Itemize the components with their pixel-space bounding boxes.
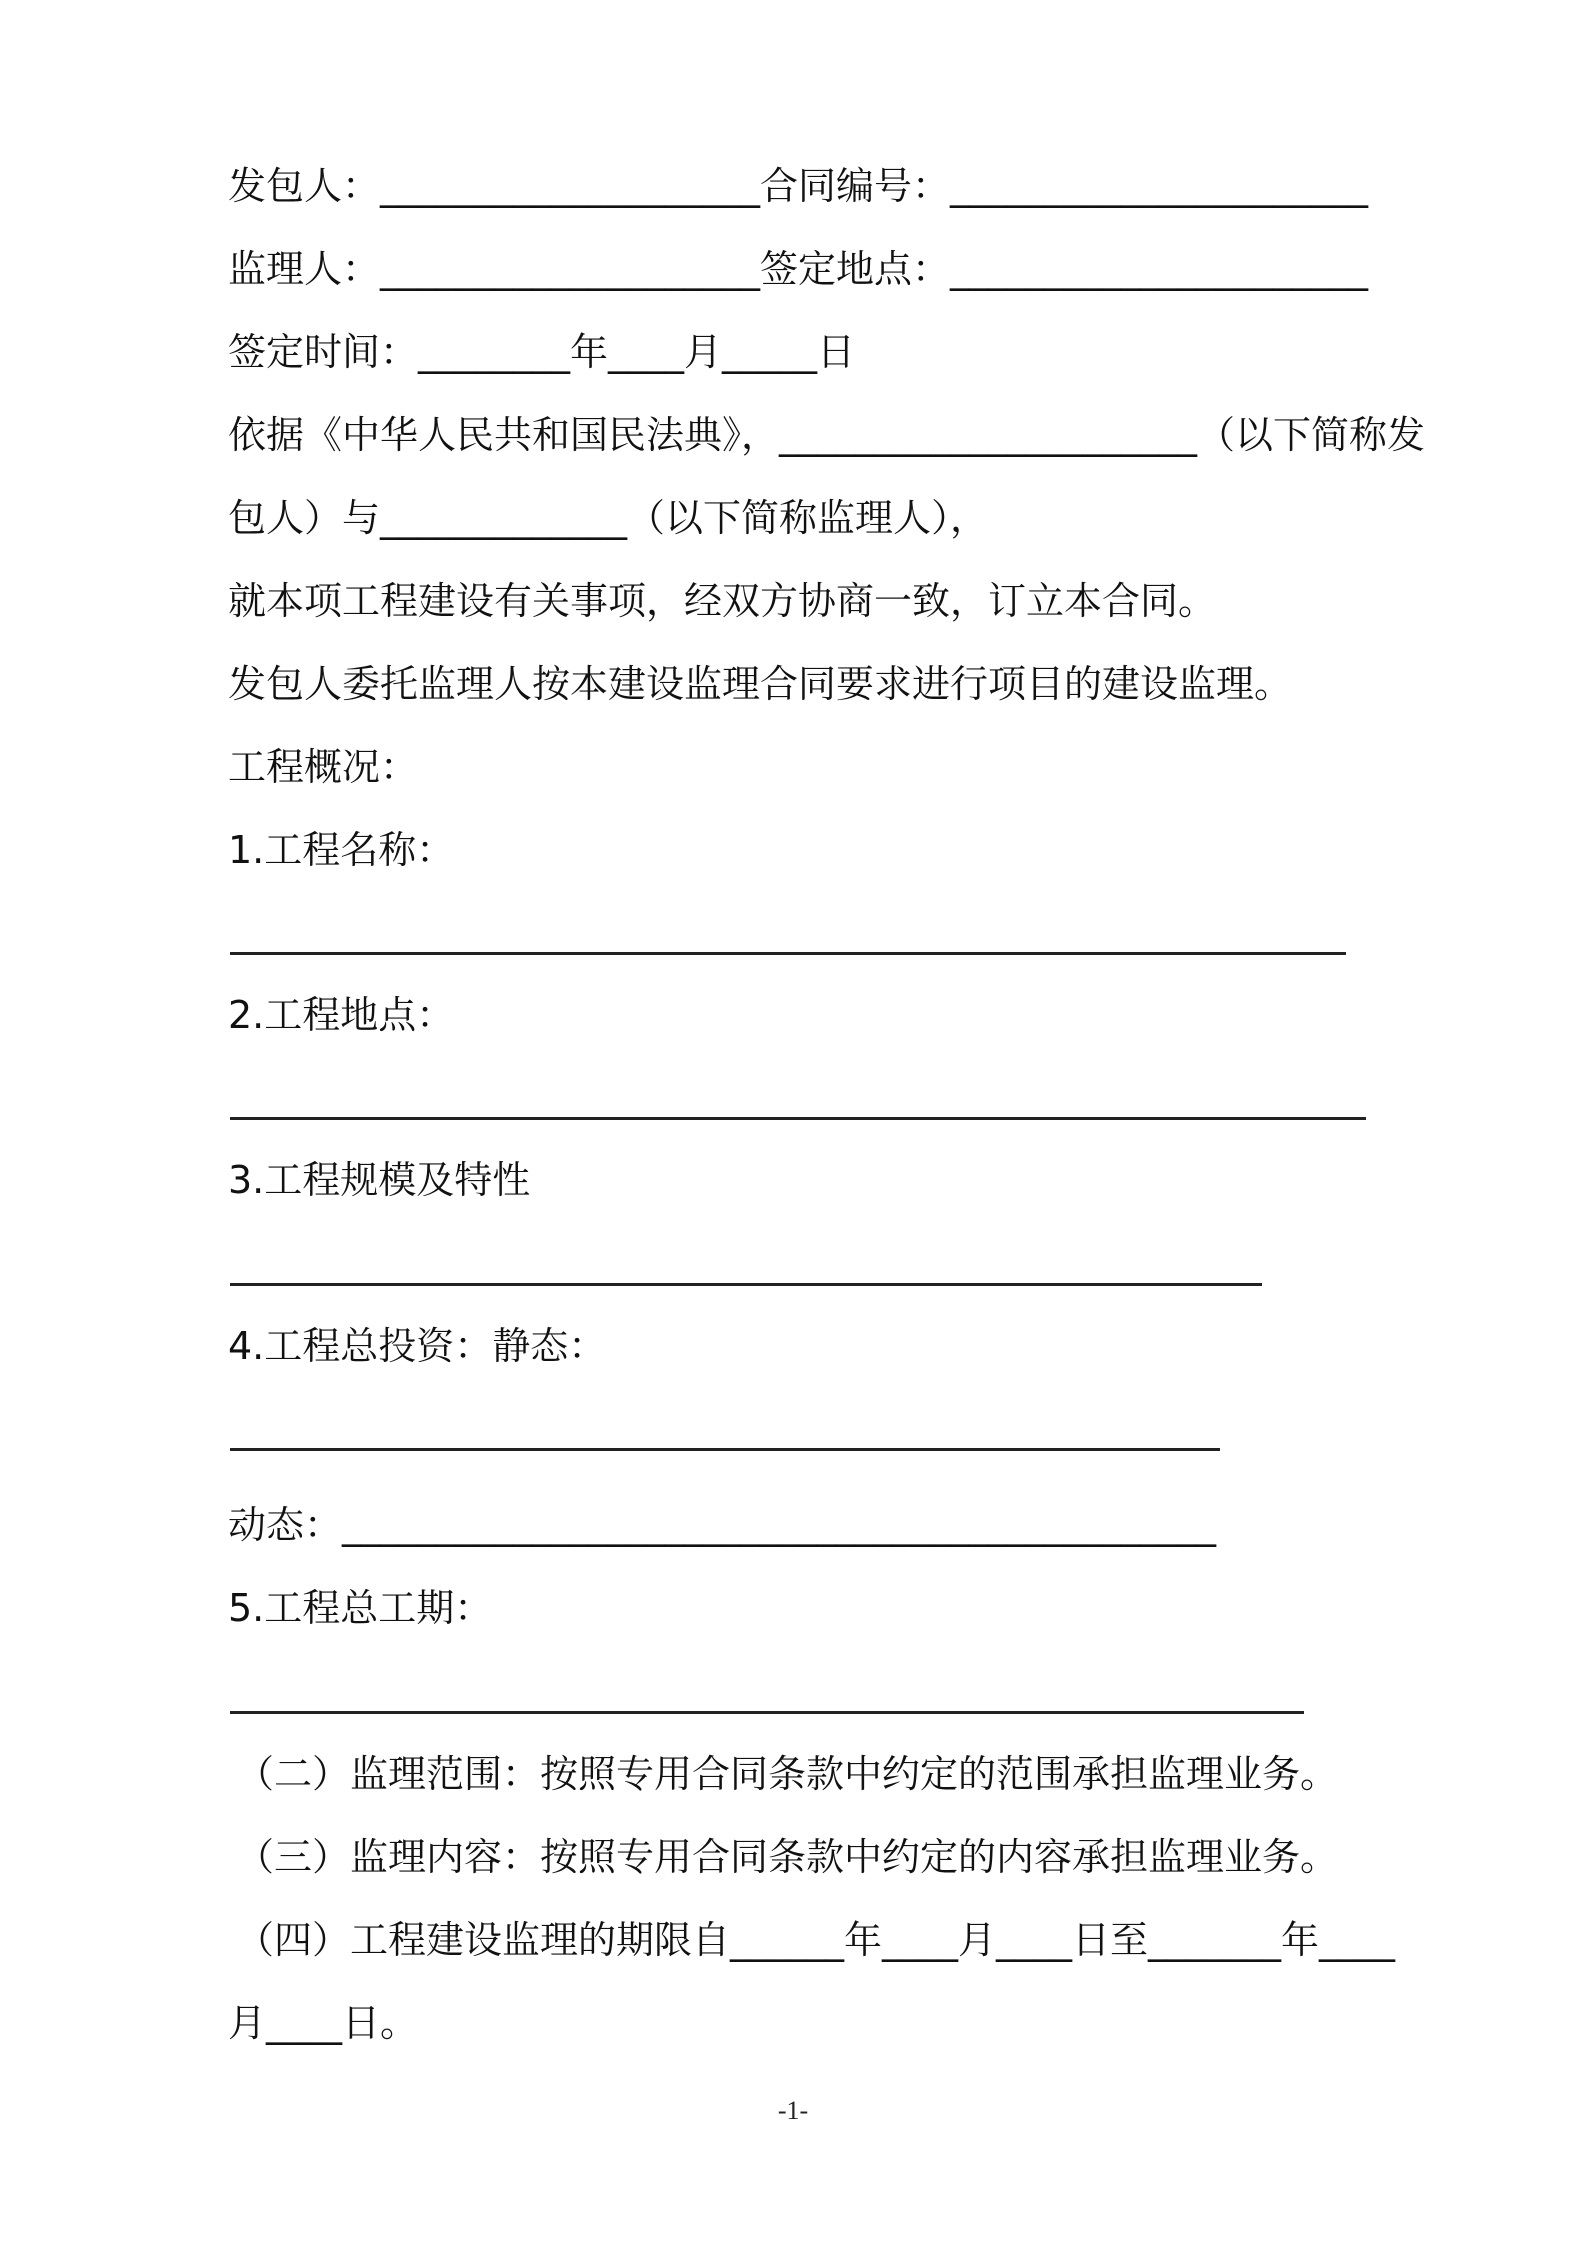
project-location-label: 2.工程地点： [228,993,455,1037]
contractor-field-line: 发包人：____________________合同编号：______________________ [228,164,1369,208]
preamble-line-4: 发包人委托监理人按本建设监理合同要求进行项目的建设监理。 [228,662,1293,706]
clause-period-line-1: （四）工程建设监理的期限自______年____月____日至_______年____ [236,1918,1396,1962]
project-overview-heading: 工程概况： [228,745,419,789]
static-investment-blank [230,1448,1220,1451]
signing-time-line: 签定时间：________年____月_____日 [228,330,856,374]
project-location-blank [230,1117,1366,1120]
preamble-line-1: 依据《中华人民共和国民法典》，______________________（以下简称发 [228,413,1426,457]
page-number: -1- [777,2096,809,2125]
project-name-blank [230,952,1346,955]
supervisor-field-line: 监理人：____________________签定地点：______________________ [228,247,1369,291]
project-name-label: 1.工程名称： [228,828,455,872]
clause-content: （三）监理内容：按照专用合同条款中约定的内容承担监理业务。 [236,1835,1339,1879]
project-duration-label: 5.工程总工期： [228,1586,493,1630]
project-investment-label: 4.工程总投资：静态： [228,1324,607,1368]
preamble-line-3: 就本项工程建设有关事项，经双方协商一致，订立本合同。 [228,579,1217,623]
clause-period-line-2: 月____日。 [228,2001,419,2045]
project-scale-blank [230,1283,1262,1286]
project-duration-blank [230,1711,1304,1714]
dynamic-investment-line: 动态：______________________________________________ [228,1503,1217,1547]
project-scale-label: 3.工程规模及特性 [228,1158,531,1202]
clause-scope: （二）监理范围：按照专用合同条款中约定的范围承担监理业务。 [236,1752,1339,1796]
preamble-line-2: 包人）与_____________（以下简称监理人）， [228,496,989,540]
